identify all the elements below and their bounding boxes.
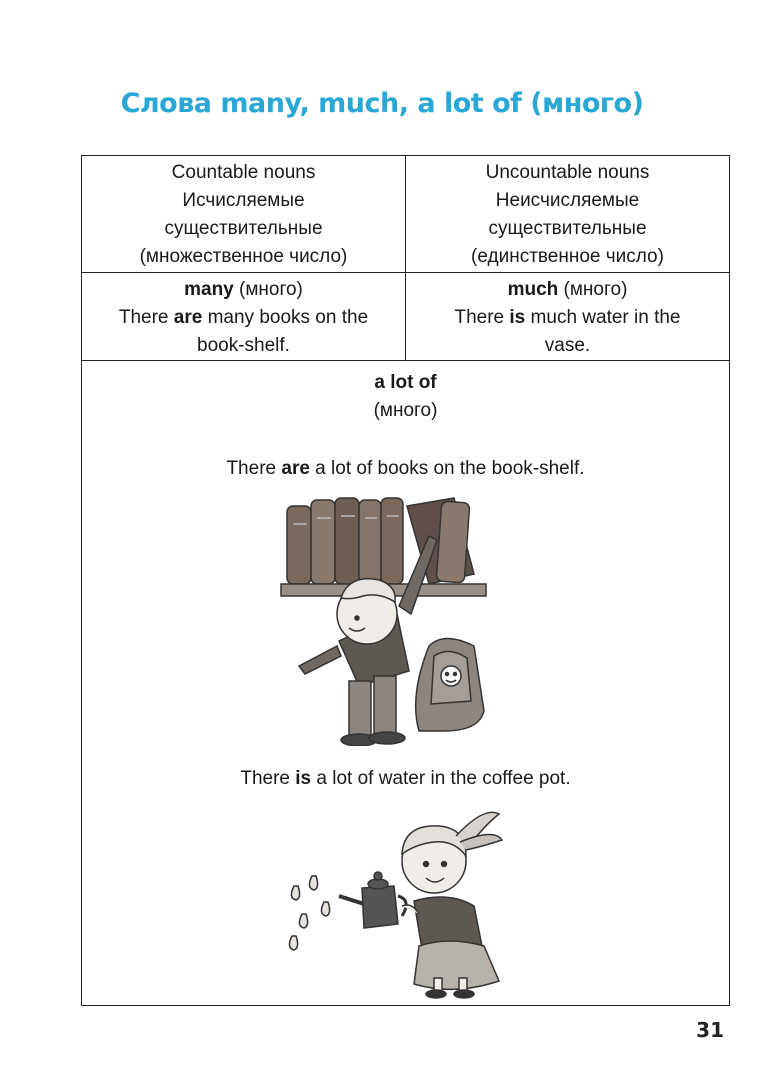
page-number: 31 bbox=[696, 1018, 724, 1042]
grammar-table bbox=[81, 155, 730, 1006]
example-water-verb: is bbox=[295, 768, 312, 789]
a-lot-of-heading bbox=[82, 369, 729, 425]
uncountable-header-line: существительные bbox=[488, 218, 647, 239]
many-example-line2: book-shelf. bbox=[197, 335, 290, 356]
uncountable-header-line: (единственное число) bbox=[471, 246, 664, 267]
much-heading bbox=[406, 276, 729, 304]
a-lot-of-gloss: (много) bbox=[373, 400, 438, 421]
many-example bbox=[82, 304, 405, 332]
example-water-post: a lot of water in the coffee pot. bbox=[311, 768, 571, 789]
a-lot-of-example-water bbox=[82, 765, 729, 793]
much-cell bbox=[405, 273, 729, 360]
a-lot-of-section bbox=[82, 361, 729, 1001]
countable-header-cell bbox=[82, 156, 405, 272]
example-books-pre: There bbox=[226, 458, 282, 479]
much-word: much bbox=[507, 279, 559, 300]
many-word: many bbox=[184, 279, 234, 300]
table-header-row bbox=[82, 156, 729, 273]
boy-bookshelf-illustration bbox=[279, 496, 489, 746]
example-water-pre: There bbox=[240, 768, 296, 789]
much-example-line2: vase. bbox=[544, 335, 591, 356]
much-gloss: (много) bbox=[558, 279, 628, 300]
many-gloss: (много) bbox=[233, 279, 303, 300]
uncountable-header-line: Неисчисляемые bbox=[495, 190, 640, 211]
countable-header-line: Исчисляемые bbox=[182, 190, 305, 211]
countable-header-line: существительные bbox=[164, 218, 323, 239]
example-books-post: a lot of books on the book-shelf. bbox=[309, 458, 585, 479]
much-example bbox=[406, 304, 729, 332]
uncountable-header-cell bbox=[405, 156, 729, 272]
much-example-pre: There bbox=[454, 307, 510, 328]
much-example-post: much water in the bbox=[525, 307, 681, 328]
many-heading bbox=[82, 276, 405, 304]
many-example-pre: There bbox=[118, 307, 174, 328]
table-example-row bbox=[82, 273, 729, 361]
example-books-verb: are bbox=[281, 458, 310, 479]
a-lot-of-word: a lot of bbox=[374, 372, 437, 393]
girl-coffee-pot-illustration bbox=[284, 806, 514, 1001]
page-title: Слова many, much, a lot of (много) bbox=[120, 88, 644, 119]
much-example-verb: is bbox=[509, 307, 526, 328]
many-example-post: many books on the bbox=[202, 307, 369, 328]
a-lot-of-example-books bbox=[82, 455, 729, 483]
many-cell bbox=[82, 273, 405, 360]
countable-header-line: (множественное число) bbox=[139, 246, 348, 267]
countable-header-line: Countable nouns bbox=[171, 162, 316, 183]
many-example-verb: are bbox=[173, 307, 203, 328]
uncountable-header-line: Uncountable nouns bbox=[485, 162, 650, 183]
